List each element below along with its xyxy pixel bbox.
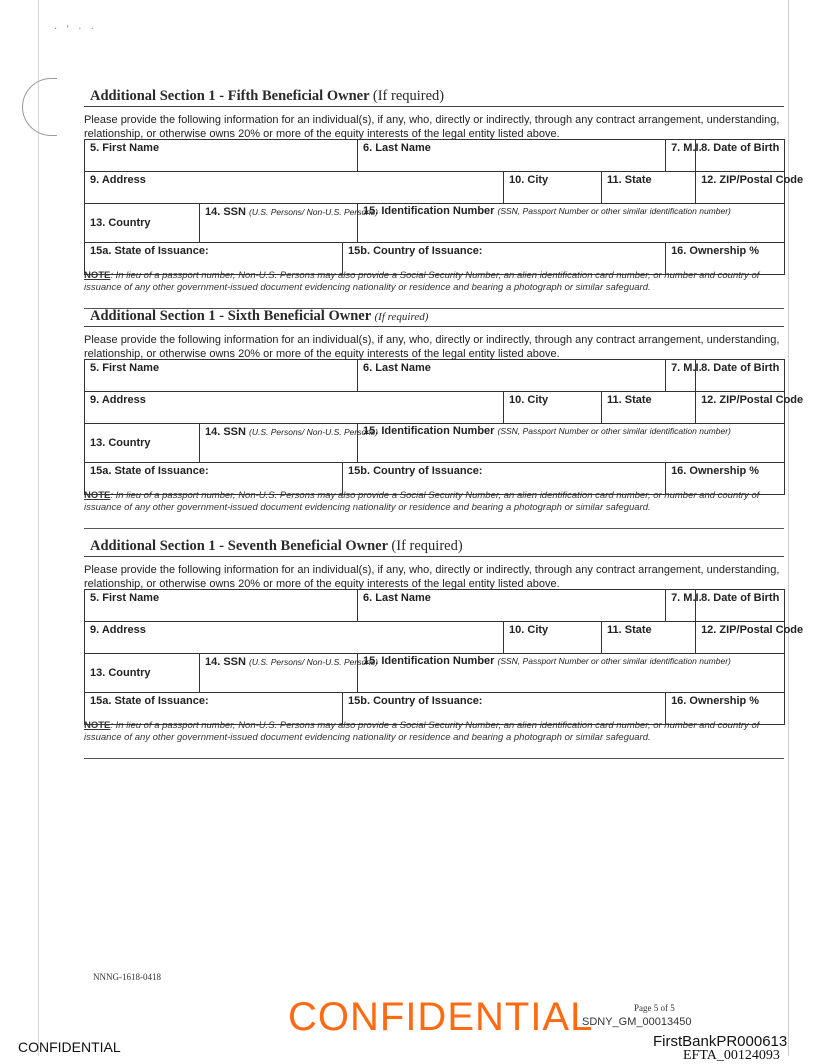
country-field[interactable]: 13. Country xyxy=(85,424,200,463)
last-name-field[interactable]: 6. Last Name xyxy=(358,360,666,392)
page-number: Page 5 of 5 xyxy=(634,1003,675,1013)
form-code: NNNG-1618-0418 xyxy=(93,972,161,982)
confidential-stamp: CONFIDENTIAL xyxy=(288,995,594,1039)
address-field[interactable]: 9. Address xyxy=(85,622,504,654)
ssn-field[interactable] xyxy=(200,654,378,693)
intro-text: Please provide the following information for an individual(s), if any, who, directly or indirectly, through any contract arrangement, understanding, relationship, or otherwise owns 20% or more of the equity interests of the legal entity listed above. xyxy=(84,334,780,360)
country-of-issuance-field[interactable]: 15b. Country of Issuance: xyxy=(343,463,666,495)
zip-code-field[interactable]: 12. ZIP/Postal Code xyxy=(696,172,785,204)
note-text: NOTE: In lieu of a passport number, Non-U.S. Persons may also provide a Social Security Number, an alien identification card number, or number and country of issuance of any other government-issued document evidencing nationality or residence and bearing a photograph or similar safeguard. xyxy=(84,720,760,743)
city-field[interactable]: 10. City xyxy=(504,172,602,204)
efta-number: EFTA_00124093 xyxy=(683,1048,780,1063)
date-of-birth-field[interactable]: 8. Date of Birth xyxy=(696,140,785,172)
identification-number-label: 15. Identification Number xyxy=(363,655,495,667)
scan-edge-right xyxy=(788,0,789,1056)
note-text: NOTE: In lieu of a passport number, Non-U.S. Persons may also provide a Social Security Number, an alien identification card number, or number and country of issuance of any other government-issued document evidencing nationality or residence and bearing a photograph or similar safeguard. xyxy=(84,270,760,293)
note-body: In lieu of a passport number, Non-U.S. Persons may also provide a Social Security Number, an alien identification card number, or number and country of issuance of any other government-issued document evidencing nationality or residence and bearing a photograph or similar safeguard. xyxy=(84,720,760,743)
owner-form-table xyxy=(84,139,804,275)
section-title-text: Additional Section 1 - Sixth Beneficial Owner xyxy=(90,308,371,324)
address-field[interactable]: 9. Address xyxy=(85,172,504,204)
identification-number-hint: (SSN, Passport Number or other similar identification number) xyxy=(497,656,731,666)
section-title-tag: (If required) xyxy=(372,88,445,104)
bates-number-firstbank: FirstBankPR000613 xyxy=(653,1033,788,1050)
section-title xyxy=(90,308,428,325)
note-rule xyxy=(84,758,784,759)
middle-initial-field[interactable]: 7. M.I. xyxy=(666,140,696,172)
section-title-text: Additional Section 1 - Fifth Beneficial Owner xyxy=(90,88,370,104)
section-title-tag: (If required) xyxy=(391,538,463,554)
address-field[interactable]: 9. Address xyxy=(85,392,504,424)
title-rule xyxy=(84,326,784,327)
note-rule xyxy=(84,528,784,529)
scan-specks: · ' · · xyxy=(54,24,97,35)
title-rule xyxy=(84,556,784,557)
ssn-hint: (U.S. Persons/ Non-U.S. Persons) xyxy=(249,427,378,437)
state-field[interactable]: 11. State xyxy=(602,392,696,424)
owner-form-table xyxy=(84,589,804,725)
state-field[interactable]: 11. State xyxy=(602,172,696,204)
country-field[interactable]: 13. Country xyxy=(85,654,200,693)
note-label: NOTE xyxy=(84,720,111,731)
city-field[interactable]: 10. City xyxy=(504,392,602,424)
state-of-issuance-field[interactable]: 15a. State of Issuance: xyxy=(85,463,343,495)
section-title xyxy=(90,538,463,555)
note-text: NOTE: In lieu of a passport number, Non-U.S. Persons may also provide a Social Security Number, an alien identification card number, or number and country of issuance of any other government-issued document evidencing nationality or residence and bearing a photograph or similar safeguard. xyxy=(84,490,760,513)
identification-number-hint: (SSN, Passport Number or other similar identification number) xyxy=(497,206,731,216)
identification-number-field[interactable] xyxy=(358,424,785,463)
section-title-tag: (If required) xyxy=(374,311,429,323)
ownership-percent-field[interactable]: 16. Ownership % xyxy=(666,463,785,495)
note-body: In lieu of a passport number, Non-U.S. Persons may also provide a Social Security Number, an alien identification card number, or number and country of issuance of any other government-issued document evidencing nationality or residence and bearing a photograph or similar safeguard. xyxy=(84,270,760,293)
title-rule xyxy=(84,106,784,107)
state-field[interactable]: 11. State xyxy=(602,622,696,654)
identification-number-label: 15. Identification Number xyxy=(363,425,495,437)
zip-code-field[interactable]: 12. ZIP/Postal Code xyxy=(696,392,785,424)
note-body: In lieu of a passport number, Non-U.S. Persons may also provide a Social Security Number, an alien identification card number, or number and country of issuance of any other government-issued document evidencing nationality or residence and bearing a photograph or similar safeguard. xyxy=(84,490,760,513)
identification-number-hint: (SSN, Passport Number or other similar identification number) xyxy=(497,426,731,436)
last-name-field[interactable]: 6. Last Name xyxy=(358,140,666,172)
ssn-hint: (U.S. Persons/ Non-U.S. Persons) xyxy=(249,657,378,667)
first-name-field[interactable]: 5. First Name xyxy=(85,360,358,392)
note-label: NOTE xyxy=(84,490,111,501)
intro-text: Please provide the following information for an individual(s), if any, who, directly or indirectly, through any contract arrangement, understanding, relationship, or otherwise owns 20% or more of the equity interests of the legal entity listed above. xyxy=(84,114,780,140)
date-of-birth-field[interactable]: 8. Date of Birth xyxy=(696,590,785,622)
middle-initial-field[interactable]: 7. M.I. xyxy=(666,590,696,622)
intro-text: Please provide the following information for an individual(s), if any, who, directly or indirectly, through any contract arrangement, understanding, relationship, or otherwise owns 20% or more of the equity interests of the legal entity listed above. xyxy=(84,564,780,590)
date-of-birth-field[interactable]: 8. Date of Birth xyxy=(696,360,785,392)
middle-initial-field[interactable]: 7. M.I. xyxy=(666,360,696,392)
ownership-percent-field[interactable]: 16. Ownership % xyxy=(666,243,785,275)
identification-number-label: 15. Identification Number xyxy=(363,205,495,217)
state-of-issuance-field[interactable]: 15a. State of Issuance: xyxy=(85,243,343,275)
city-field[interactable]: 10. City xyxy=(504,622,602,654)
ssn-field[interactable] xyxy=(200,424,378,463)
identification-number-field[interactable] xyxy=(358,204,785,243)
ssn-field[interactable] xyxy=(200,204,378,243)
ssn-hint: (U.S. Persons/ Non-U.S. Persons) xyxy=(249,207,378,217)
bates-number-sdny: SDNY_GM_00013450 xyxy=(582,1016,692,1028)
identification-number-field[interactable] xyxy=(358,654,785,693)
binder-hole-mark xyxy=(22,78,57,136)
last-name-field[interactable]: 6. Last Name xyxy=(358,590,666,622)
ssn-label: 14. SSN xyxy=(205,426,246,438)
section-title-text: Additional Section 1 - Seventh Beneficial Owner xyxy=(90,538,388,554)
confidential-label: CONFIDENTIAL xyxy=(18,1039,121,1055)
country-of-issuance-field[interactable]: 15b. Country of Issuance: xyxy=(343,693,666,725)
country-of-issuance-field[interactable]: 15b. Country of Issuance: xyxy=(343,243,666,275)
ssn-label: 14. SSN xyxy=(205,206,246,218)
zip-code-field[interactable]: 12. ZIP/Postal Code xyxy=(696,622,785,654)
state-of-issuance-field[interactable]: 15a. State of Issuance: xyxy=(85,693,343,725)
country-field[interactable]: 13. Country xyxy=(85,204,200,243)
note-label: NOTE xyxy=(84,270,111,281)
section-title xyxy=(90,88,444,105)
owner-form-table xyxy=(84,359,804,495)
scan-edge-left xyxy=(38,0,39,1056)
ssn-label: 14. SSN xyxy=(205,656,246,668)
ownership-percent-field[interactable]: 16. Ownership % xyxy=(666,693,785,725)
first-name-field[interactable]: 5. First Name xyxy=(85,140,358,172)
first-name-field[interactable]: 5. First Name xyxy=(85,590,358,622)
